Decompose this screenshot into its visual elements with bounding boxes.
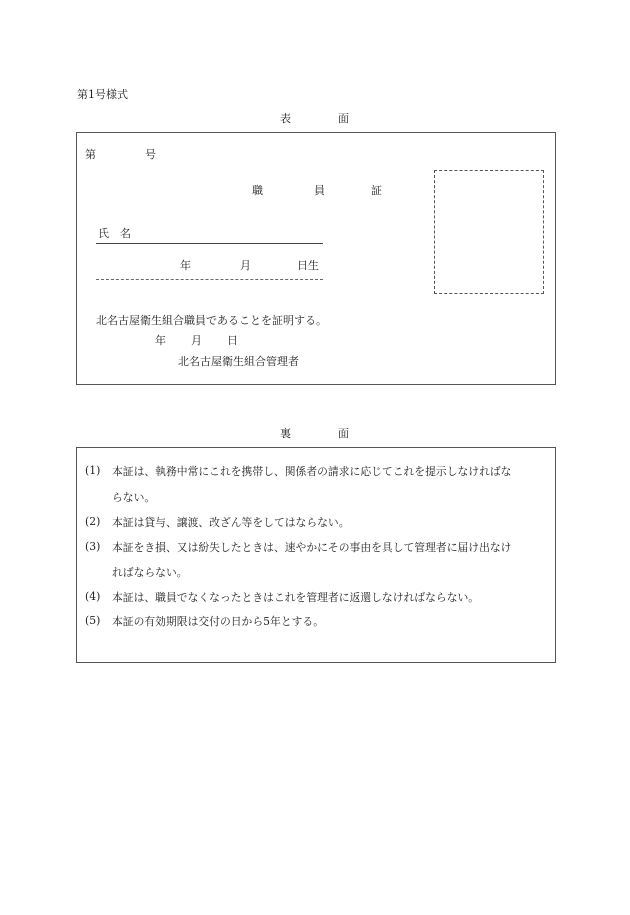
birth-dotted-line	[96, 279, 323, 280]
note-number: (1)	[85, 464, 101, 477]
note-line: らない。	[112, 491, 156, 504]
form-label: 第1号様式	[77, 88, 128, 101]
back-heading-char-2: 面	[338, 427, 349, 440]
front-heading-char-1: 表	[280, 112, 291, 125]
card-title-char-1: 職	[252, 184, 263, 197]
back-card	[76, 447, 556, 663]
number-suffix: 号	[145, 148, 156, 161]
note-number: (2)	[85, 515, 101, 528]
note-line: 本証の有効期限は交付の日から5年とする。	[112, 615, 325, 628]
card-title-char-2: 員	[314, 184, 325, 197]
front-card	[76, 132, 556, 385]
note-line: 本証は、職員でなくなったときはこれを管理者に返還しなければならない。	[112, 591, 480, 604]
certification-text: 北名古屋衛生組合職員であることを証明する。	[96, 314, 327, 327]
number-prefix: 第	[85, 148, 96, 161]
name-underline	[96, 243, 323, 244]
note-line: 本証は、執務中常にこれを携帯し、関係者の請求に応じてこれを提示しなければな	[112, 465, 512, 478]
back-heading-char-1: 裏	[280, 427, 291, 440]
name-label-char-2: 名	[120, 227, 131, 240]
birth-day-label: 日生	[297, 259, 319, 272]
name-label-char-1: 氏	[98, 227, 109, 240]
note-line: 本証は貸与、譲渡、改ざん等をしてはならない。	[112, 516, 350, 529]
photo-area	[434, 170, 544, 294]
issue-year-label: 年	[155, 334, 166, 347]
note-number: (4)	[85, 590, 101, 603]
note-number: (3)	[85, 540, 101, 553]
issue-day-label: 日	[227, 334, 238, 347]
issue-month-label: 月	[191, 334, 202, 347]
note-number: (5)	[85, 614, 101, 627]
card-title-char-3: 証	[371, 184, 382, 197]
birth-year-label: 年	[180, 259, 191, 272]
note-line: ればならない。	[112, 566, 188, 579]
front-heading-char-2: 面	[338, 112, 349, 125]
note-line: 本証をき損、又は紛失したときは、速やかにその事由を具して管理者に届け出なけ	[112, 541, 512, 554]
issuer-text: 北名古屋衛生組合管理者	[178, 355, 299, 368]
birth-month-label: 月	[240, 259, 251, 272]
